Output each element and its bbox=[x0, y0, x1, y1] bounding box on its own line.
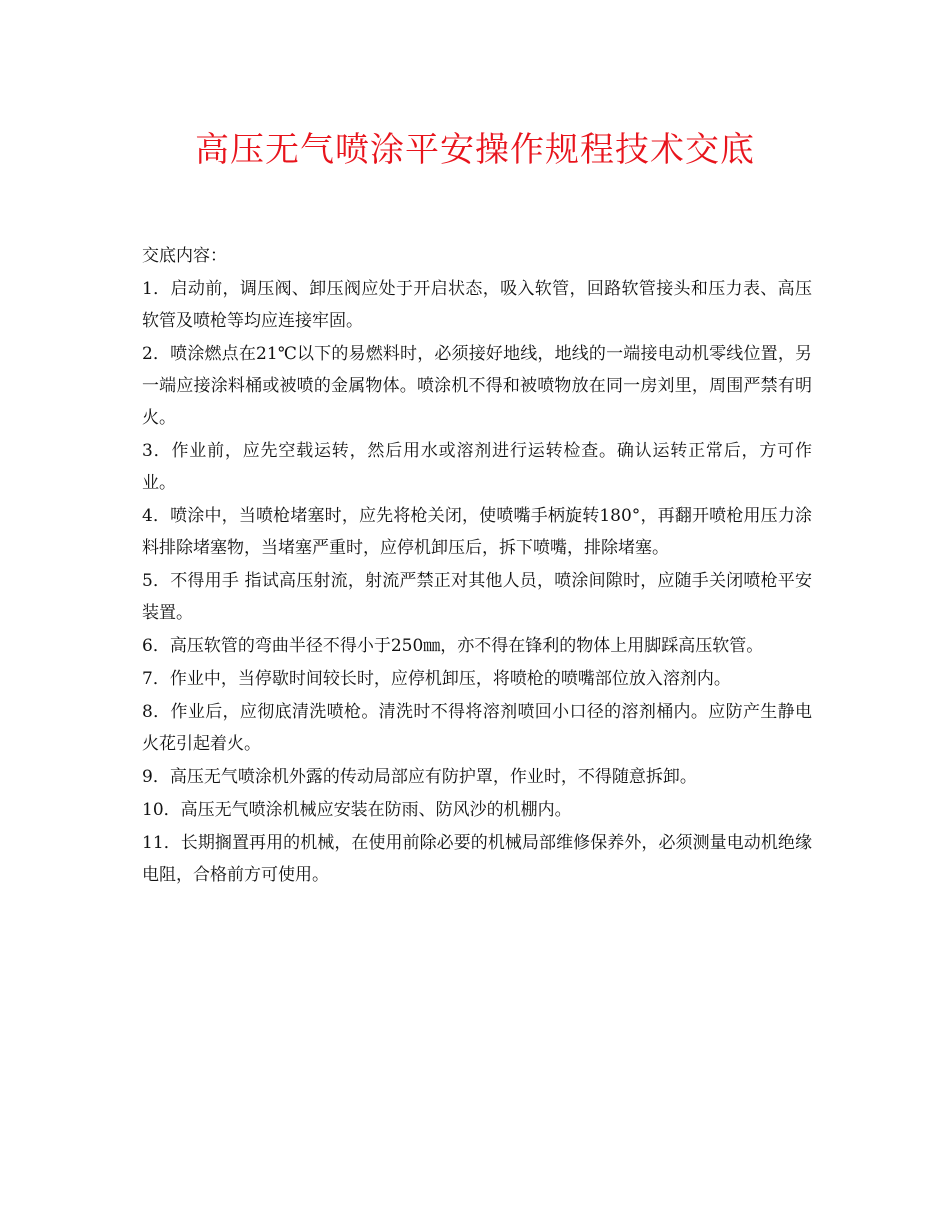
clause-10: 10．高压无气喷涂机械应安装在防雨、防风沙的机棚内。 bbox=[142, 800, 572, 820]
clause-3: 3．作业前，应先空载运转，然后用水或溶剂进行运转检查。确认运转正常后，方可作业。 bbox=[142, 441, 812, 493]
clause-9: 9．高压无气喷涂机外露的传动局部应有防护罩，作业时，不得随意拆卸。 bbox=[142, 767, 697, 787]
clause-8: 8．作业后，应彻底清洗喷枪。清洗时不得将溶剂喷回小口径的溶剂桶内。应防产生静电火花引起着火。 bbox=[142, 702, 812, 754]
document-body bbox=[142, 240, 812, 892]
clause-2: 2．喷涂燃点在21℃以下的易燃料时，必须接好地线，地线的一端接电动机零线位置，另一端应接涂料桶或被喷的金属物体。喷涂机不得和被喷物放在同一房刘里，周围严禁有明火。 bbox=[142, 344, 812, 428]
clause-1: 1．启动前，调压阀、卸压阀应处于开启状态，吸入软管，回路软管接头和压力表、高压软管及喷枪等均应连接牢固。 bbox=[142, 279, 812, 331]
clause-4: 4．喷涂中，当喷枪堵塞时，应先将枪关闭，使喷嘴手柄旋转180°，再翻开喷枪用压力涂料排除堵塞物，当堵塞严重时，应停机卸压后，拆下喷嘴，排除堵塞。 bbox=[142, 506, 812, 558]
clause-7: 7．作业中，当停歇时间较长时，应停机卸压，将喷枪的喷嘴部位放入溶剂内。 bbox=[142, 669, 731, 689]
clause-5: 5．不得用手 指试高压射流，射流严禁正对其他人员，喷涂间隙时，应随手关闭喷枪平安装置。 bbox=[142, 571, 812, 623]
intro-label: 交底内容： bbox=[142, 246, 227, 266]
document-title: 高压无气喷涂平安操作规程技术交底 bbox=[195, 130, 755, 170]
clause-6: 6．高压软管的弯曲半径不得小于250㎜，亦不得在锋利的物体上用脚踩高压软管。 bbox=[142, 636, 764, 656]
clause-11: 11．长期搁置再用的机械，在使用前除必要的机械局部维修保养外，必须测量电动机绝缘电阻，合格前方可使用。 bbox=[142, 833, 812, 885]
